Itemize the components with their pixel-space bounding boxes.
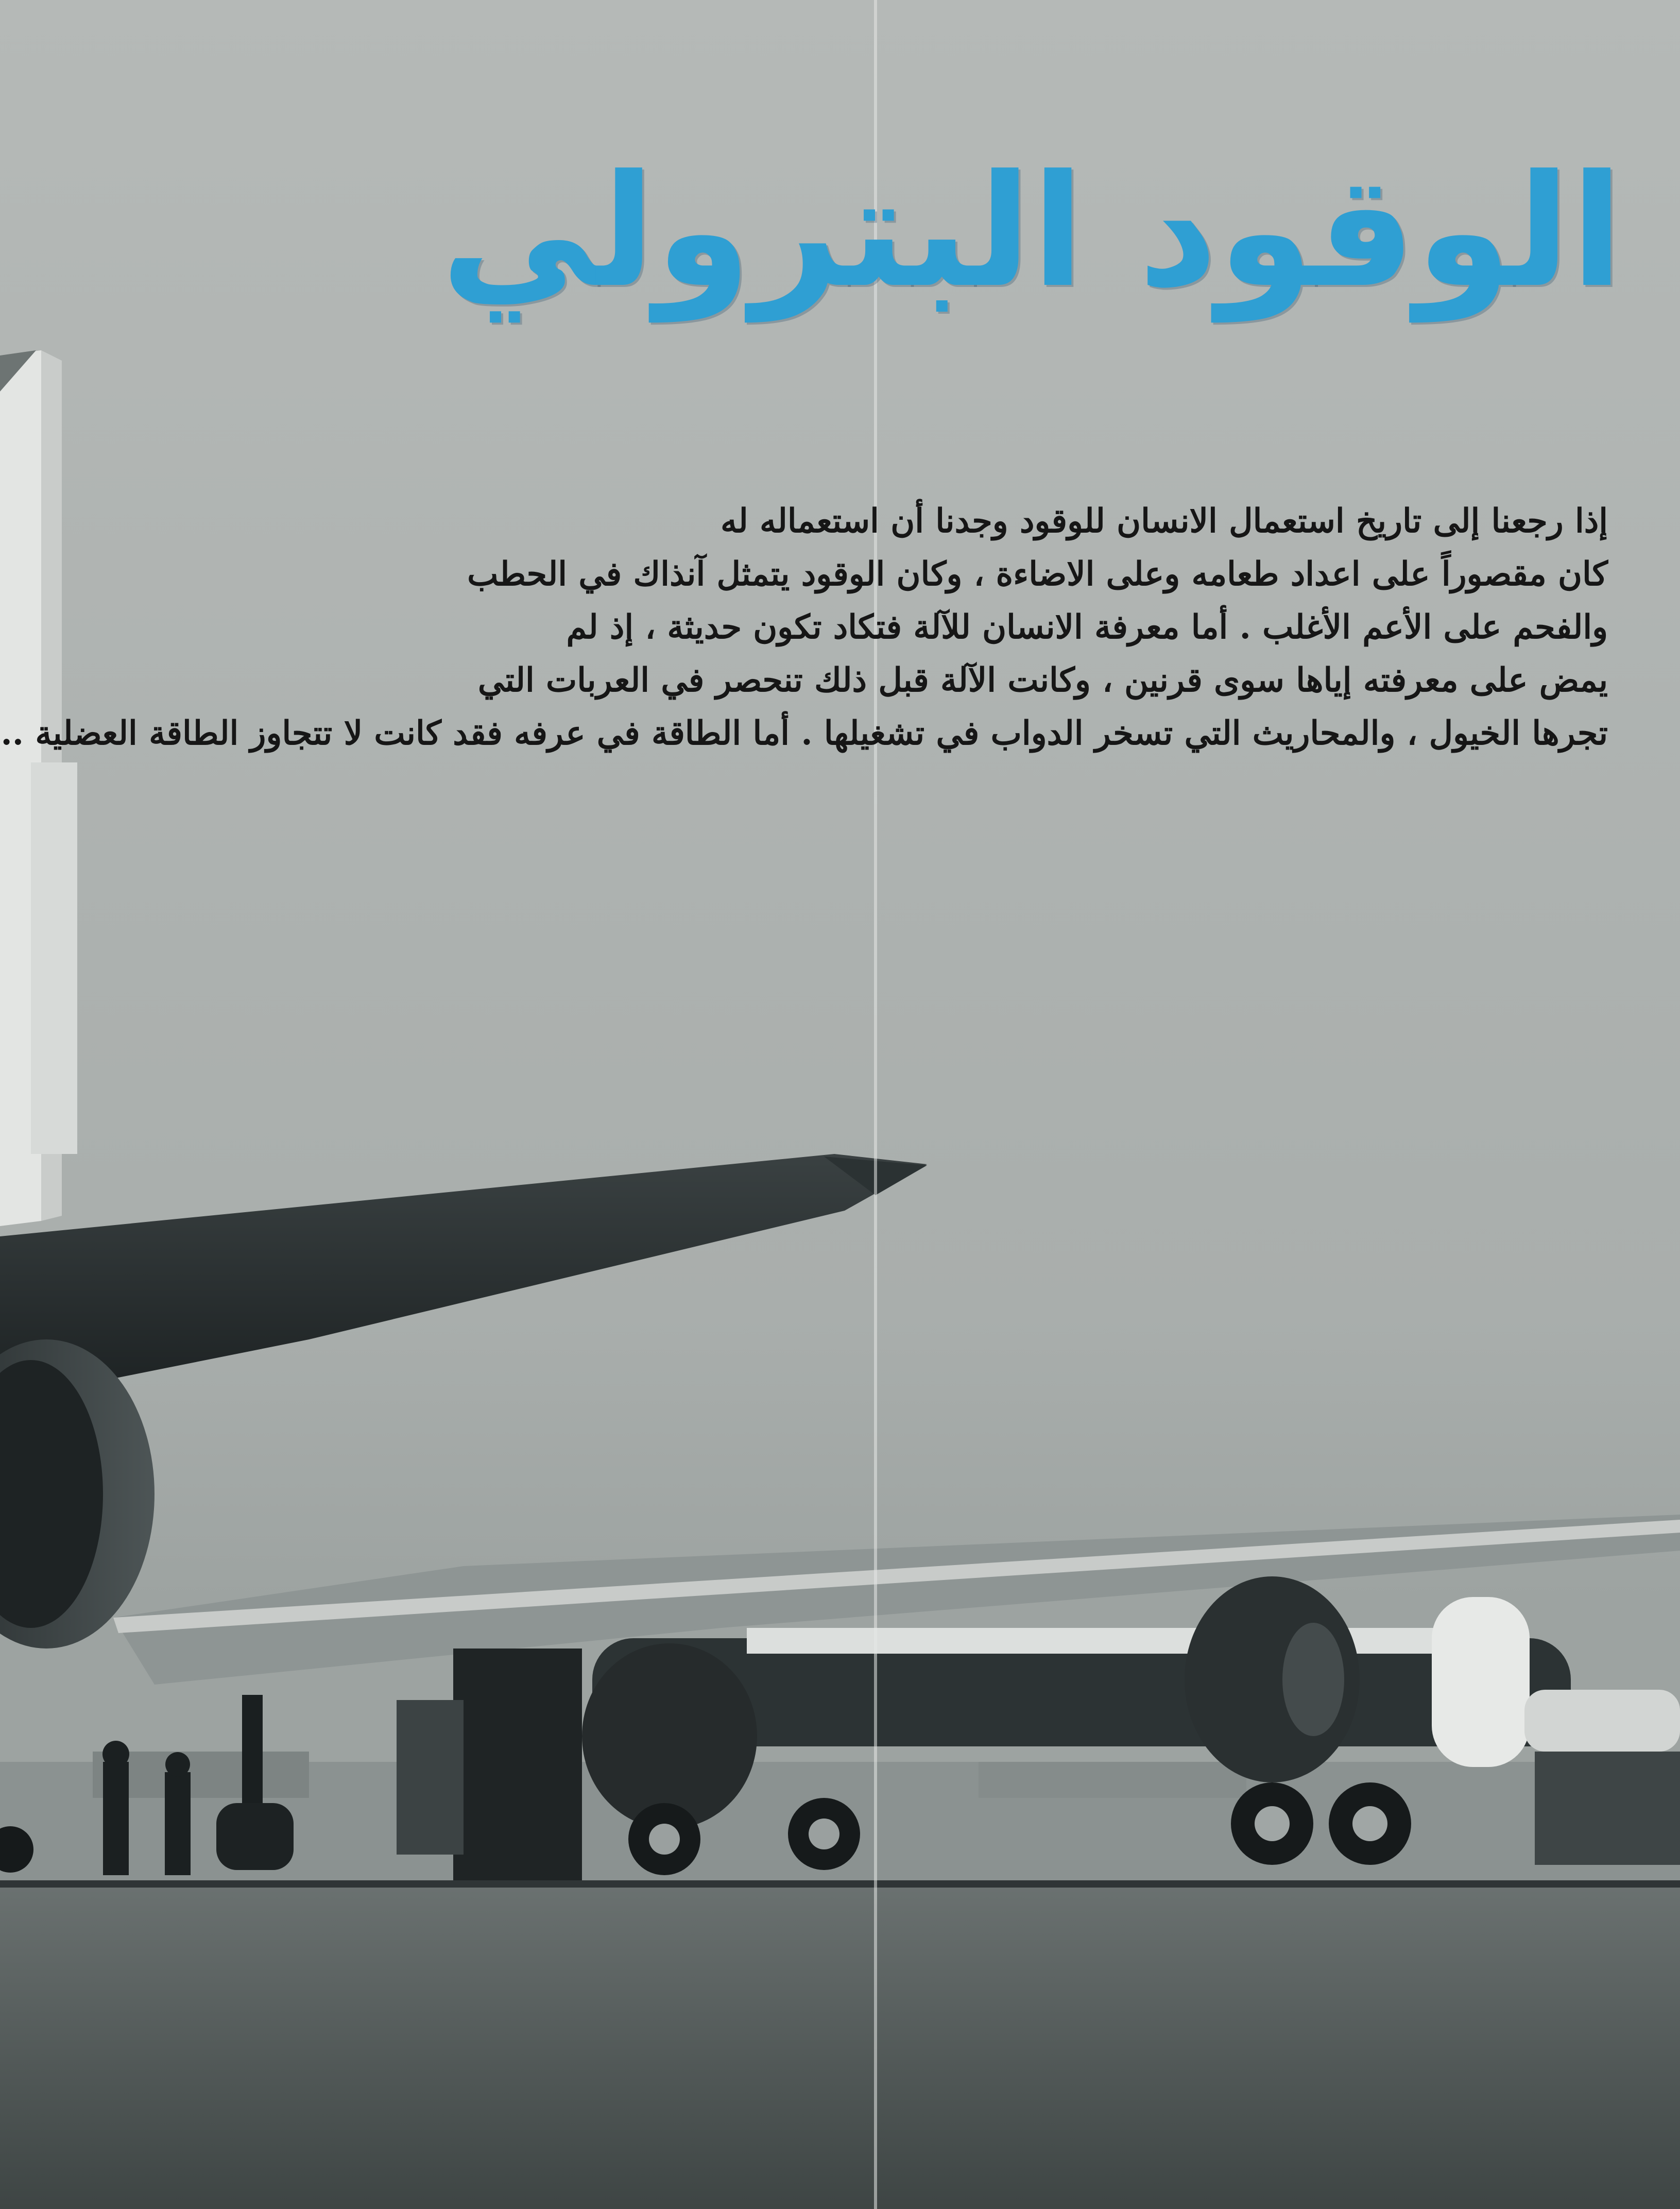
intro-line: يمض على معرفته إياها سوى قرنين ، وكانت الآلة قبل ذلك تنحصر في العربات التي: [477, 661, 1608, 700]
intro-line: كان مقصوراً على اعداد طعامه وعلى الاضاءة ، وكان الوقود يتمثل آنذاك في الحطب: [467, 555, 1608, 593]
article-headline: الوقود البترولي: [440, 142, 1623, 321]
intro-line: إذا رجعنا إلى تاريخ استعمال الانسان للوقود وجدنا أن استعماله له: [720, 502, 1608, 540]
intro-line: والفحم على الأعم الأغلب . أما معرفة الانسان للآلة فتكاد تكون حديثة ، إذ لم: [566, 608, 1608, 647]
article-intro: [1, 495, 1608, 814]
intro-line: تجرها الخيول ، والمحاريث التي تسخر الدواب في تشغيلها . أما الطاقة في عرفه فقد كانت لا تتجاوز الطاقة العضلية ..: [1, 714, 1608, 753]
